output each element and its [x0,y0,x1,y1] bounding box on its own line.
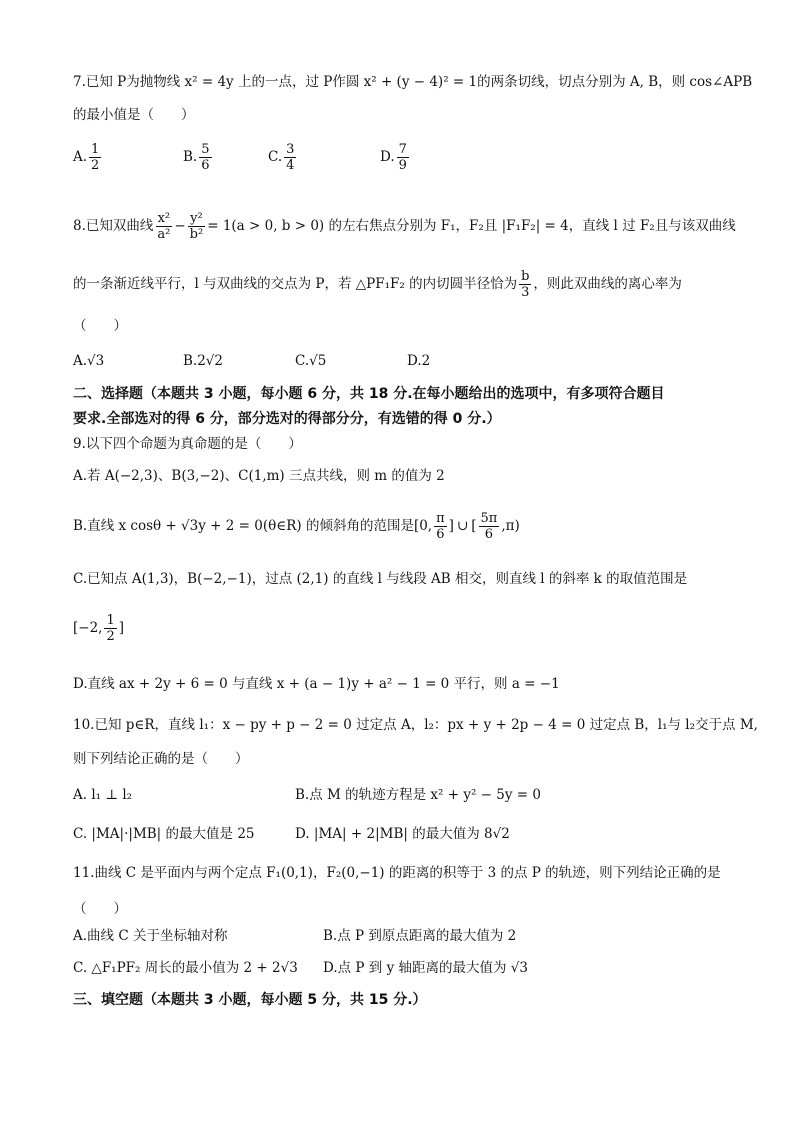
q8-option-c [295,343,326,379]
interval-close: ] [448,518,454,534]
q9-option-d: D.直线 ax + 2y + 6 = 0 与直线 x + (a − 1)y + a² − 1 = 0 平行，则 a = −1 [73,676,560,692]
frac-den: 2 [91,157,100,173]
q8-prefix: 8.已知双曲线 [73,218,154,234]
option-value: 2 [421,353,431,369]
option-value: √3 [87,353,105,369]
q8-stem-line3: （ ） [73,318,127,334]
option-label: C. [295,353,310,369]
frac-num: π [436,510,445,526]
interval-close: ,π) [501,518,520,534]
interval-close: ] [118,620,125,636]
interval-open: [0, [413,518,433,534]
q7-option-c [268,139,298,175]
q9-b-text: B.直线 x cosθ + √3y + 2 = 0(θ∈R) 的倾斜角的范围是 [73,518,414,534]
frac-num: x² [157,210,171,226]
q8-option-b [183,343,223,379]
q8-option-a [73,343,104,379]
fraction [89,142,101,173]
interval-open: [ [471,518,477,534]
frac-num: 5 [201,141,210,157]
frac-den: 3 [521,284,530,300]
fraction-x2-a2 [155,211,172,242]
interval-open: [−2, [73,620,103,636]
frac-num: 3 [286,141,295,157]
q11-option-c: C. △F₁PF₂ 周长的最小值为 2 + 2√3 [73,960,298,976]
fraction-1-2 [104,613,116,644]
interval-1 [414,511,454,542]
q8-stem-line2 [73,266,724,302]
frac-num: b [521,268,530,284]
q9-option-c-line1: C.已知点 A(1,3)，B(−2,−1)，过点 (2,1) 的直线 l 与线段 AB 相交，则直线 l 的斜率 k 的取值范围是 [73,571,688,587]
fraction [199,142,211,173]
q10-option-a: A. l₁ ⊥ l₂ [73,787,133,803]
frac-num: y² [190,210,203,226]
fraction-y2-b2 [188,211,206,242]
frac-num: 1 [91,141,100,157]
q11-option-d: D.点 P 到 y 轴距离的最大值为 √3 [323,960,528,976]
frac-num: 1 [106,612,115,628]
q7-option-a [73,139,103,175]
q11-stem-line2: （ ） [73,901,127,917]
minus-sign: − [174,218,186,234]
q8-option-d [407,343,430,379]
fraction-5pi-6 [479,511,500,542]
q9-option-a: A.若 A(−2,3)、B(3,−2)、C(1,m) 三点共线，则 m 的值为 2 [73,468,445,484]
q10-stem-line1: 10.已知 p∈R，直线 l₁：x − py + p − 2 = 0 过定点 A，l₂：px + y + 2p − 4 = 0 过定点 B，l₁与 l₂交于点 M, [73,717,758,733]
frac-den: a² [157,226,171,242]
frac-num: 7 [398,141,407,157]
frac-num: 5π [480,510,498,526]
q9-option-c-interval [73,608,724,648]
q7-options [73,139,724,175]
q11-stem-line1: 11.曲线 C 是平面内与两个定点 F₁(0,1)，F₂(0,−1) 的距离的积等于 3 的点 P 的轨迹，则下列结论正确的是 [73,865,721,881]
q8-line2-pre: 的一条渐近线平行，l 与双曲线的交点为 P，若 △PF₁F₂ 的内切圆半径恰为 [73,276,518,292]
q10-option-c: C. |MA|·|MB| 的最大值是 25 [73,826,255,842]
frac-den: 6 [484,526,494,542]
frac-den: b² [189,226,204,242]
q8-stem-line1 [73,208,736,244]
option-label: D. [380,149,395,165]
q10-option-d: D. |MA| + 2|MB| 的最大值为 8√2 [295,826,510,842]
q10-option-b: B.点 M 的轨迹方程是 x² + y² − 5y = 0 [295,787,541,803]
frac-den: 2 [106,628,115,644]
q7-stem-line2: 的最小值是（ ） [73,107,195,123]
q11-option-a: A.曲线 C 关于坐标轴对称 [73,928,228,944]
union-sign: ∪ [456,518,469,534]
frac-den: 6 [201,157,210,173]
fraction [397,142,409,173]
q8-mid: = 1(a > 0, b > 0) 的左右焦点分别为 F₁，F₂且 |F₁F₂| = 4，直线 l 过 F₂且与该双曲线 [207,218,736,234]
option-value: √5 [309,353,327,369]
q11-option-b: B.点 P 到原点距离的最大值为 2 [323,928,517,944]
fraction-b-3 [519,269,531,300]
option-label: A. [73,353,88,369]
q8-options [73,343,724,379]
option-value: 2√2 [197,353,223,369]
q7-option-b [183,139,214,175]
option-label: A. [73,149,88,165]
frac-den: 6 [436,526,445,542]
q7-stem-line1: 7.已知 P为抛物线 x² = 4y 上的一点，过 P作圆 x² + (y − 4)² = 1的两条切线，切点分别为 A, B，则 cos∠APB [73,74,753,90]
interval-2 [471,511,520,542]
fraction-pi-6 [434,511,447,542]
q7-option-d [380,139,411,175]
q8-line2-post: ，则此双曲线的离心率为 [533,276,682,292]
section3-heading: 三、填空题（本题共 3 小题，每小题 5 分，共 15 分.） [73,992,427,1008]
q9-option-b [73,506,724,546]
option-label: B. [183,353,198,369]
fraction [284,142,296,173]
frac-den: 4 [286,157,295,173]
section2-heading-line1: 二、选择题（本题共 3 小题，每小题 6 分，共 18 分.在每小题给出的选项中，有多项符合题目 [73,386,665,402]
option-label: B. [183,149,198,165]
section2-heading-line2: 要求.全部选对的得 6 分，部分选对的得部分分，有选错的得 0 分.） [73,411,501,427]
frac-den: 9 [398,157,407,173]
q9-stem: 9.以下四个命题为真命题的是（ ） [73,436,302,452]
option-label: D. [407,353,422,369]
option-label: C. [268,149,283,165]
q10-stem-line2: 则下列结论正确的是（ ） [73,751,249,767]
